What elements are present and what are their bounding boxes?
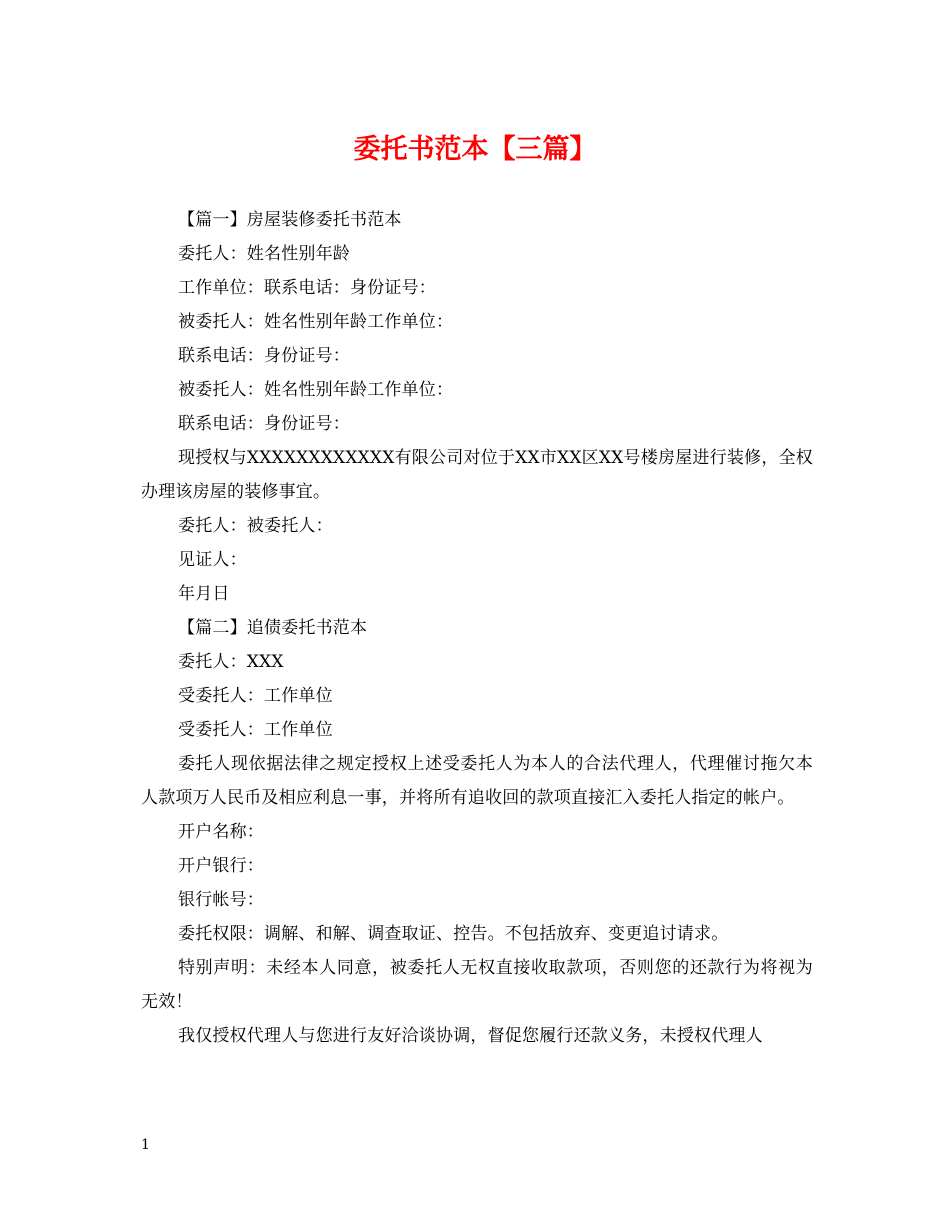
paragraph: 委托人：被委托人： [178, 516, 333, 536]
paragraph: 受委托人：工作单位 [178, 686, 333, 706]
paragraph: 特别声明：未经本人同意，被委托人无权直接收取款项，否则您的还款行为将视为无效！ [141, 958, 813, 1012]
paragraph: 委托权限：调解、和解、调查取证、控告。不包括放弃、变更追讨请求。 [178, 924, 729, 944]
paragraph: 委托人：XXX [178, 652, 284, 672]
paragraph: 【篇一】房屋装修委托书范本 [178, 210, 402, 230]
paragraph: 银行帐号： [178, 890, 264, 910]
paragraph: 开户银行： [178, 856, 264, 876]
paragraph: 联系电话：身份证号： [178, 346, 350, 366]
page-number: 1 [141, 1137, 150, 1153]
paragraph: 委托人现依据法律之规定授权上述受委托人为本人的合法代理人，代理催讨拖欠本人款项万人民币及相应利息一事，并将所有追收回的款项直接汇入委托人指定的帐户。 [141, 754, 813, 808]
paragraph: 现授权与XXXXXXXXXXXX有限公司对位于XX市XX区XX号楼房屋进行装修，全权办理该房屋的装修事宜。 [141, 448, 813, 502]
paragraph: 开户名称： [178, 822, 264, 842]
paragraph: 【篇二】追债委托书范本 [178, 618, 368, 638]
document-body [141, 203, 813, 1053]
paragraph: 我仅授权代理人与您进行友好洽谈协调，督促您履行还款义务，未授权代理人 [178, 1026, 763, 1046]
paragraph: 联系电话：身份证号： [178, 414, 350, 434]
document-title: 委托书范本【三篇】 [353, 134, 597, 165]
paragraph: 委托人：姓名性别年龄 [178, 244, 350, 264]
paragraph: 被委托人：姓名性别年龄工作单位： [178, 380, 454, 400]
paragraph: 被委托人：姓名性别年龄工作单位： [178, 312, 454, 332]
paragraph: 工作单位：联系电话：身份证号： [178, 278, 436, 298]
paragraph: 受委托人：工作单位 [178, 720, 333, 740]
paragraph: 年月日 [178, 584, 230, 604]
paragraph: 见证人： [178, 550, 247, 570]
